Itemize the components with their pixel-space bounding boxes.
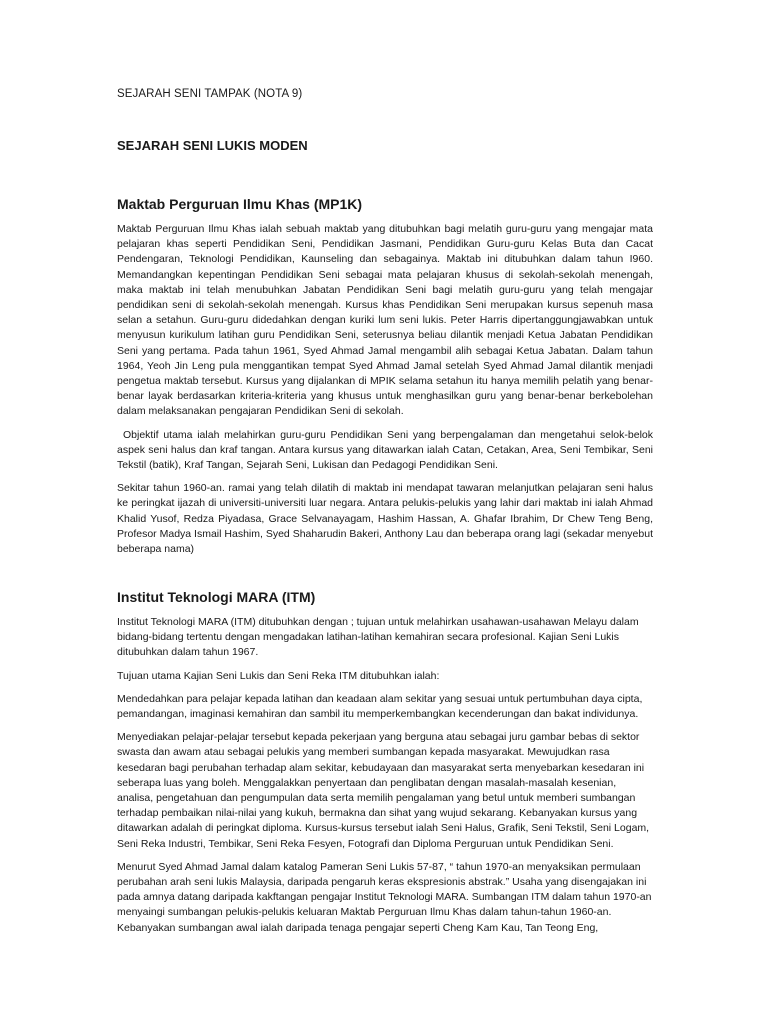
section-itm [117,589,653,944]
paragraph: Maktab Perguruan Ilmu Khas ialah sebuah maktab yang ditubuhkan bagi melatih guru-guru yang mengajar mata pelajaran khas seperti Pendidikan Seni, Pendidikan Jasmani, Pendidikan Guru-guru Kelas Buta dan Cacat Pendengaran, Teknologi Pendidikan, Kaunseling dan sebagainya. Maktab ini ditubuhkan dalam tahun I960. Memandangkan kepentingan Pendidikan Seni sebagai mata pelajaran khusus di sekolah-sekolah menengah, maka maktab ini telah menubuhkan Jabatan Pendidikan Seni bagi melatih guru-guru yang telah mengajar pendidikan seni di sekolah-sekolah menengah. Kursus khas Pendidikan Seni merupakan kursus sepenuh masa selan a setahun. Guru-guru didedahkan dengan kuriki lum seni lukis. Peter Harris dipertanggungjawabkan untuk menyusun kurikulum latihan guru Pendidikan Seni, seterusnya beliau dilantik menjadi Ketua Jabatan Pendidikan Seni yang pertama. Pada tahun 1961, Syed Ahmad Jamal mengambil alih sebagai Ketua Jabatan. Dalam tahun 1964, Yeoh Jin Leng pula menggantikan tempat Syed Ahmad Jamal setelah Syed Ahmad Jamal dilantik menjadi pengetua maktab tersebut. Kursus yang dijalankan di MPIK selama setahun itu hanya memilih pelatih yang benar-benar layak berdasarkan kriteria-kriteria yang khusus untuk menghasilkan guru yang benar-benar berkebolehan dalam melaksanakan pengajaran Pendidikan Seni di sekolah. [117,223,653,418]
main-title: SEJARAH SENI LUKIS MODEN [117,138,308,153]
paragraph: Menyediakan pelajar-pelajar tersebut kepada pekerjaan yang berguna atau sebagai juru gambar bebas di sektor swasta dan awam atau sebagai pelukis yang memberi sumbangan kepada masyarakat. Mewujudkan rasa kesedaran bagi perubahan terhadap alam sekitar, kebudayaan dan masyarakat serta menyebarkan kesedaran ini seberapa luas yang boleh. Menggalakkan penyertaan dan penglibatan dengan masalah-masalah kesenian, analisa, pengetahuan dan pengumpulan data serta memilih pengalaman yang betul untuk memberi sumbangan terhadap pembaikan nilai-nilai yang kukuh, bermakna dan sihat yang wujud sekarang. Kebanyakan kursus yang ditawarkan adalah di peringkat diploma. Kursus-kursus tersebut ialah Seni Halus, Grafik, Seni Tekstil, Seni Logam, Seni Reka Industri, Tembikar, Seni Reka Fesyen, Fotografi dan Diploma Perguruan untuk Pendidikan Seni. [117,731,650,850]
section-heading: Maktab Perguruan Ilmu Khas (MP1K) [117,196,363,212]
paragraph: Mendedahkan para pelajar kepada latihan dan keadaan alam sekitar yang sesuai untuk pertumbuhan daya cipta, pemandangan, imaginasi kemahiran dan sambil itu memperkembangkan kecenderungan dan bakat individunya. [117,692,643,721]
paragraph: Tujuan utama Kajian Seni Lukis dan Seni Reka ITM ditubuhkan ialah: [117,669,440,682]
paragraph: Institut Teknologi MARA (ITM) ditubuhkan dengan ; tujuan untuk melahirkan usahawan-usahawan Melayu dalam bidang-bidang tertentu dengan mengadakan latihan-latihan kemahiran secara profesional. Kajian Seni Lukis ditubuhkan dalam tahun 1967. [117,616,639,659]
section-mpik [117,196,653,565]
paragraph: Objektif utama ialah melahirkan guru-guru Pendidikan Seni yang berpengalaman dan mengetahui selok-belok aspek seni halus dan kraf tangan. Antara kursus yang ditawarkan ialah Catan, Cetakan, Area, Seni Tembikar, Seni Tekstil (batik), Kraf Tangan, Sejarah Seni, Lukisan dan Pedagogi Pendidikan Seni. [117,428,653,472]
note-title: SEJARAH SENI TAMPAK (NOTA 9) [117,88,303,100]
paragraph: Menurut Syed Ahmad Jamal dalam katalog Pameran Seni Lukis 57-87, “ tahun 1970-an menyaksikan permulaan perubahan arah seni lukis Malaysia, daripada pengaruh keras ekspresionis abstrak.” Usaha yang disengajakan ini pada amnya datang daripada kakftangan pengajar Institut Teknologi MARA. Sumbangan ITM dalam tahun 1970-an menyaingi sumbangan pelukis-pelukis keluaran Maktab Perguruan Ilmu Khas dalam tahun-tahun 1960-an. Kebanyakan sumbangan awal ialah daripada tenaga pengajar seperti Cheng Kam Kau, Tan Teong Eng, [117,860,652,934]
section-heading: Institut Teknologi MARA (ITM) [117,589,316,605]
paragraph: Sekitar tahun 1960-an. ramai yang telah dilatih di maktab ini mendapat tawaran melanjutkan pelajaran seni halus ke peringkat ijazah di universiti-universiti luar negara. Antara pelukis-pelukis yang lahir dari maktab ini ialah Ahmad Khalid Yusof, Redza Piyadasa, Grace Selvanayagam, Hashim Hassan, A. Ghafar Ibrahim, Dr Chew Teng Beng, Profesor Madya Ismail Hashim, Syed Shaharudin Bakeri, Anthony Lau dan beberapa orang lagi (sekadar menyebut beberapa nama) [117,482,653,556]
